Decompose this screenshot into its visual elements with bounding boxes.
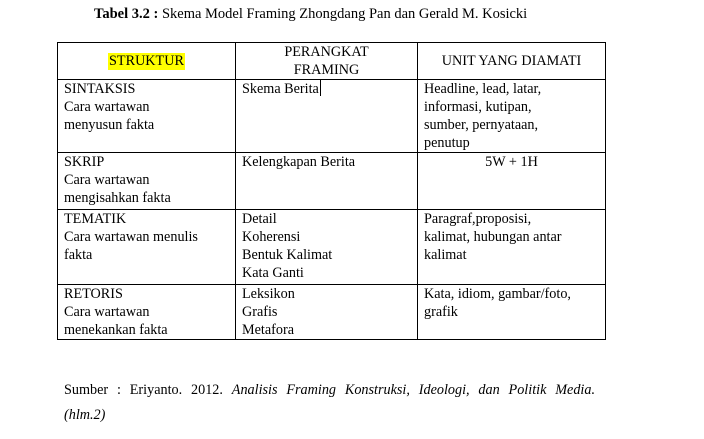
source-page: (hlm.2) (64, 407, 106, 423)
table-caption (94, 6, 527, 23)
unit-line: kalimat (424, 247, 467, 263)
header-struktur (58, 43, 236, 80)
struktur-desc-line: Cara wartawan (64, 172, 150, 188)
perangkat-item: Grafis (242, 304, 278, 320)
caption-title: Skema Model Framing Zhongdang Pan dan Gerald M. Kosicki (161, 6, 528, 22)
framing-table (57, 42, 606, 340)
table-row (58, 153, 606, 210)
cell-unit (418, 153, 606, 210)
table-row (58, 210, 606, 285)
source-citation (64, 374, 595, 407)
cell-unit (418, 210, 606, 285)
unit-line: sumber, pernyataan, (424, 117, 539, 133)
struktur-title: SKRIP (64, 154, 105, 170)
perangkat-item: Leksikon (242, 286, 295, 302)
unit-line: Kata, idiom, gambar/foto, (424, 286, 571, 302)
header-unit-label: UNIT YANG DIAMATI (441, 53, 582, 69)
cell-struktur (58, 285, 236, 340)
cell-perangkat (236, 153, 418, 210)
cell-perangkat (236, 285, 418, 340)
cell-unit (418, 80, 606, 153)
struktur-desc-line: Cara wartawan (64, 304, 150, 320)
unit-line: Headline, lead, latar, (424, 81, 542, 97)
struktur-title: RETORIS (64, 286, 123, 302)
unit-line: Paragraf,proposisi, (424, 211, 532, 227)
struktur-desc-line: menyusun fakta (64, 117, 155, 133)
header-unit-yang-diamati (418, 43, 606, 80)
perangkat-item: Skema Berita (242, 81, 319, 97)
table-row (58, 80, 606, 153)
perangkat-item: Metafora (242, 322, 294, 338)
struktur-desc-line: Cara wartawan (64, 99, 150, 115)
perangkat-item: Detail (242, 211, 277, 227)
unit-line: grafik (424, 304, 458, 320)
unit-line: penutup (424, 135, 470, 151)
cell-struktur (58, 80, 236, 153)
cell-struktur (58, 210, 236, 285)
cell-perangkat (236, 210, 418, 285)
struktur-desc-line: menekankan fakta (64, 322, 168, 338)
source-title: Analisis Framing Konstruksi, Ideologi, dan Politik Media. (231, 382, 596, 398)
perangkat-item: Kelengkapan Berita (242, 154, 356, 170)
source-prefix: Sumber : Eriyanto. 2012. (64, 382, 223, 398)
table-header-row (58, 43, 606, 80)
struktur-desc-line: Cara wartawan menulis (64, 229, 198, 245)
struktur-title: SINTAKSIS (64, 81, 136, 97)
text-cursor (320, 80, 321, 96)
unit-line: informasi, kutipan, (424, 99, 532, 115)
cell-unit (418, 285, 606, 340)
unit-line: 5W + 1H (485, 154, 538, 170)
struktur-title: TEMATIK (64, 211, 127, 227)
caption-label: Tabel 3.2 : (94, 6, 159, 22)
cell-struktur (58, 153, 236, 210)
header-perangkat-framing (236, 43, 418, 80)
table-row (58, 285, 606, 340)
perangkat-item: Koherensi (242, 229, 301, 245)
header-struktur-label: STRUKTUR (109, 53, 184, 69)
cell-perangkat (236, 80, 418, 153)
header-perangkat-line1: PERANGKAT (284, 44, 369, 60)
perangkat-item: Bentuk Kalimat (242, 247, 333, 263)
header-perangkat-line2: FRAMING (293, 62, 360, 78)
struktur-desc-line: fakta (64, 247, 93, 263)
unit-line: kalimat, hubungan antar (424, 229, 562, 245)
perangkat-item: Kata Ganti (242, 265, 304, 281)
struktur-desc-line: mengisahkan fakta (64, 190, 171, 206)
